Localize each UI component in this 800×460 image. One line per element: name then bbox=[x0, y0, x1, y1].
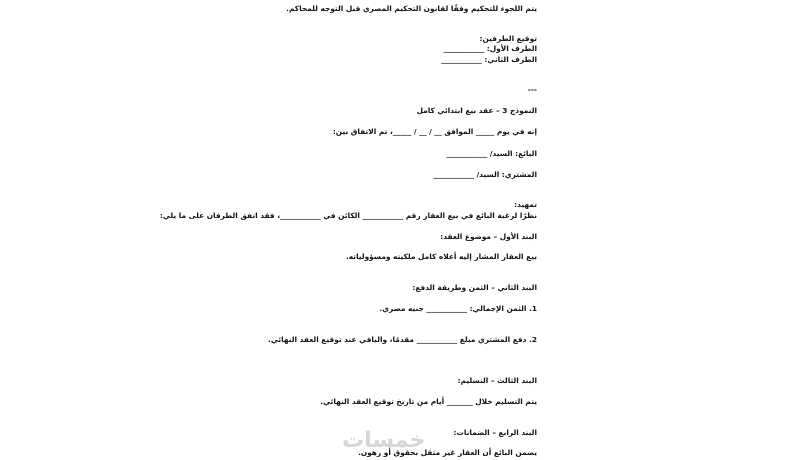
clause-1-heading: البند الأول – موضوع العقد: bbox=[440, 232, 537, 241]
form-title: النموذج 3 – عقد بيع ابتدائي كامل bbox=[416, 106, 537, 115]
second-party-signature: الطرف الثاني: ___________ bbox=[441, 55, 537, 64]
clause-1-text: بيع العقار المشار إليه أعلاه كامل ملكيته ومسؤولياته. bbox=[345, 252, 537, 261]
arbitration-clause: يتم اللجوء للتحكيم وفقًا لقانون التحكيم المصري قبل التوجه للمحاكم. bbox=[286, 4, 537, 13]
clause-3-text: يتم التسليم خلال _______ أيام من تاريخ توقيع العقد النهائي. bbox=[320, 397, 537, 406]
first-party-signature: الطرف الأول: ___________ bbox=[443, 44, 537, 53]
agreement-date-line: إنه في يوم _____ الموافق __ / __ / _____، تم الاتفاق بين: bbox=[332, 127, 537, 136]
clause-2-heading: البند الثاني – الثمن وطريقة الدفع: bbox=[412, 283, 537, 292]
clause-2-item-1: 1. الثمن الإجمالي: ___________ جنيه مصري. bbox=[379, 304, 537, 313]
clause-4-text: يضمن البائع أن العقار غير مثقل بحقوق أو رهون. bbox=[358, 448, 537, 457]
preamble-text: نظرًا لرغبة البائع في بيع العقار رقم ___________ الكائن في ___________، فقد اتفق الطرفان على ما يلي: bbox=[159, 211, 537, 220]
watermark-logo: خمسات bbox=[342, 428, 426, 453]
section-divider: --- bbox=[527, 85, 537, 94]
preamble-heading: تمهيد: bbox=[514, 200, 537, 209]
clause-3-heading: البند الثالث – التسليم: bbox=[457, 376, 537, 385]
clause-2-item-2: 2. دفع المشتري مبلغ ___________ مقدمًا، والباقي عند توقيع العقد النهائي. bbox=[268, 335, 537, 344]
clause-4-heading: البند الرابع – الضمانات: bbox=[453, 428, 537, 437]
signatures-heading: توقيع الطرفين: bbox=[479, 34, 537, 43]
seller-line: البائع: السيد/ ___________ bbox=[446, 149, 537, 158]
buyer-line: المشتري: السيد/ ___________ bbox=[433, 170, 537, 179]
